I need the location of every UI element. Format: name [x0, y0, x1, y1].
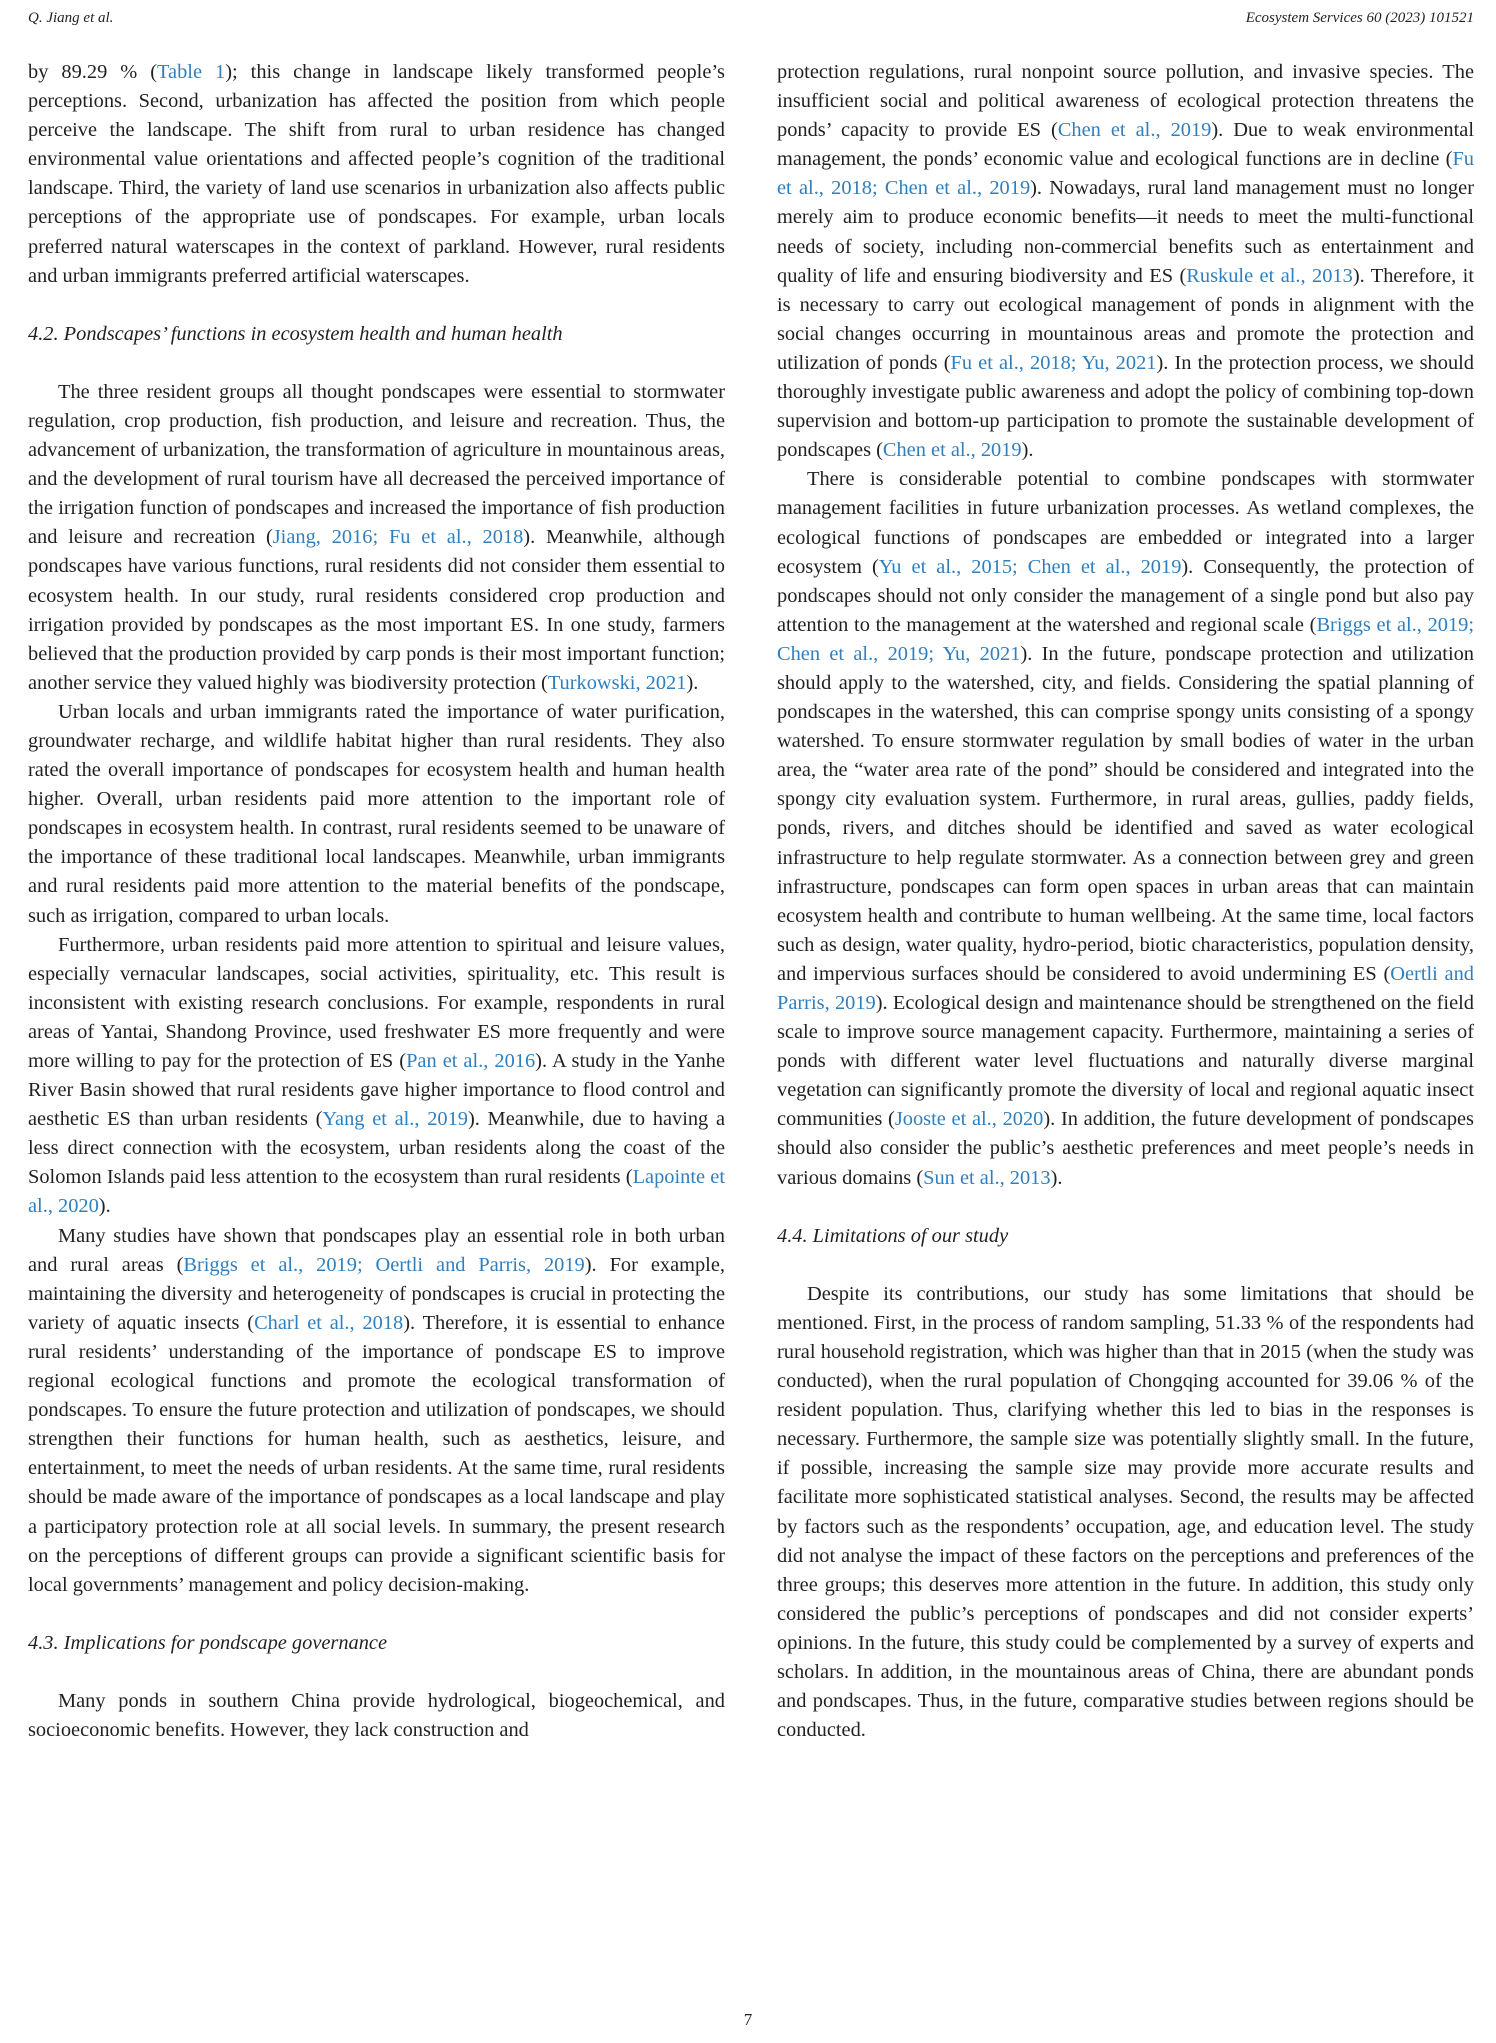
citation-link[interactable]: Briggs et al., 2019; Oertli and Parris, 2019: [183, 1253, 585, 1276]
text-run: Many studies have shown that pondscapes play an essential role in both urban and rural areas (: [28, 1224, 725, 1276]
text-run: ). Due to weak environmental management, the ponds’ economic value and ecological functions are in decline (: [777, 119, 1474, 171]
citation-link[interactable]: Charl et al., 2018: [254, 1311, 404, 1334]
citation-link[interactable]: Yu et al., 2015; Chen et al., 2019: [878, 555, 1182, 578]
section-heading-4-4: 4.4. Limitations of our study: [777, 1224, 1009, 1247]
citation-link[interactable]: Chen et al., 2019: [1057, 119, 1212, 142]
text-run: There is considerable potential to combine pondscapes with stormwater management facilities in future urbanization processes. As wetland complexes, the ecological functions of pondscapes are embedded or integrated into a larger ecosystem (: [777, 468, 1474, 578]
paragraph: [28, 378, 725, 698]
citation-link[interactable]: Ruskule et al., 2013: [1186, 264, 1353, 287]
paragraph: [777, 1280, 1474, 1746]
paragraph: [28, 58, 725, 291]
text-run: Despite its contributions, our study has some limitations that should be mentioned. First, in the process of random sampling, 51.33 % of the respondents had rural household registration, which was higher than that in 2015 (when the study was conducted), when the rural population of Chongqing accounted for 39.06 % of the resident population. Thus, clarifying whether this led to bias in the responses is necessary. Furthermore, the sample size was potentially slightly small. In the future, if possible, increasing the sample size may provide more accurate results and facilitate more sophisticated statistical analyses. Second, the results may be affected by factors such as the respondents’ occupation, age, and education level. The study did not analyse the impact of these factors on the perceptions and preferences of the three groups; this deserves more attention in the future. In addition, this study only considered the public’s perceptions of pondscapes and did not consider experts’ opinions. In the future, this study could be complemented by a survey of experts and scholars. In addition, in the mountainous areas of China, there are abundant ponds and pondscapes. Thus, in the future, comparative studies between regions should be conducted.: [777, 1282, 1474, 1742]
text-run: ). In the protection process, we should thoroughly investigate public awareness and adopt the policy of combining top-down supervision and bottom-up participation to promote the sustainable development of pondscapes (: [777, 351, 1474, 462]
paragraph: [28, 698, 725, 931]
citation-link[interactable]: Lapointe et al., 2020: [28, 1166, 725, 1218]
text-run: Furthermore, urban residents paid more attention to spiritual and leisure values, especially vernacular landscapes, social activities, spirituality, etc. This result is inconsistent with existing research conclusions. For example, respondents in rural areas of Yantai, Shandong Province, used freshwater ES more frequently and were more willing to pay for the protection of ES (: [28, 933, 725, 1072]
text-run: ).: [1050, 1166, 1063, 1189]
text-run: ).: [686, 671, 699, 694]
text-run: ).: [1021, 439, 1034, 462]
citation-link[interactable]: Briggs et al., 2019; Chen et al., 2019; Yu, 2021: [777, 613, 1475, 665]
section-heading-4-2: 4.2. Pondscapes’ functions in ecosystem health and human health: [28, 322, 563, 345]
paragraph: [28, 931, 725, 1222]
text-run: The three resident groups all thought pondscapes were essential to stormwater regulation, crop production, fish production, and leisure and recreation. Thus, the advancement of urbanization, the transformation of agriculture in mountainous areas, and the development of rural tourism have all decreased the perceived importance of the irrigation function of pondscapes and increased the importance of fish production and leisure and recreation (: [28, 380, 725, 549]
citation-link[interactable]: Jiang, 2016; Fu et al., 2018: [272, 526, 524, 549]
paragraph: [777, 58, 1474, 465]
text-run: Urban locals and urban immigrants rated the importance of water purification, groundwater recharge, and wildlife habitat higher than rural residents. They also rated the overall importance of pondscapes for ecosystem health and human health higher. Overall, urban residents paid more attention to the important role of pondscapes in ecosystem health. In contrast, rural residents seemed to be unaware of the importance of these traditional local landscapes. Meanwhile, urban immigrants and rural residents paid more attention to the material benefits of the pondscape, such as irrigation, compared to urban locals.: [28, 700, 725, 927]
text-run: ). In addition, the future development of pondscapes should also consider the public’s aesthetic preferences and meet people’s needs in various domains (: [777, 1108, 1474, 1189]
paragraph: [28, 1222, 725, 1600]
text-run: protection regulations, rural nonpoint source pollution, and invasive species. The insufficient social and political awareness of ecological protection threatens the ponds’ capacity to provide ES (: [777, 61, 1474, 142]
paragraph: [777, 465, 1474, 1192]
text-run: ). Therefore, it is essential to enhance rural residents’ understanding of the importance of pondscape ES to improve regional ecological functions and promote the ecological transformation of pondscapes. To ensure the future protection and utilization of pondscapes, we should strengthen their functions for human health, such as aesthetics, leisure, and entertainment, to meet the needs of urban residents. At the same time, rural residents should be made aware of the importance of pondscapes as a local landscape and play a participatory protection role at all social levels. In summary, the present research on the perceptions of different groups can provide a significant scientific basis for local governments’ management and policy decision-making.: [28, 1311, 725, 1596]
text-run: ); this change in landscape likely transformed people’s perceptions. Second, urbanization has affected the position from which people perceive the landscape. The shift from rural to urban residence has changed environmental value orientations and affected people’s cognition of the traditional landscape. Third, the variety of land use scenarios in urbanization also affects public perceptions of the appropriate use of pondscapes. For example, urban locals preferred natural waterscapes in the context of parkland. However, rural residents and urban immigrants preferred artificial waterscapes.: [28, 61, 725, 287]
text-run: ). A study in the Yanhe River Basin showed that rural residents gave higher importance to flood control and aesthetic ES than urban residents (: [28, 1050, 725, 1131]
text-run: ). Therefore, it is necessary to carry out ecological management of ponds in alignment with the social changes occurring in mountainous areas and promote the protection and utilization of ponds (: [777, 264, 1474, 374]
citation-link[interactable]: Jooste et al., 2020: [894, 1108, 1044, 1131]
right-column: [777, 58, 1474, 1745]
citation-link[interactable]: Yang et al., 2019: [322, 1108, 468, 1131]
header-journal: Ecosystem Services 60 (2023) 101521: [1245, 10, 1474, 26]
text-run: ). Consequently, the protection of pondscapes should not only consider the management of a single pond but also pay attention to the management at the watershed and regional scale (: [777, 555, 1474, 636]
citation-link[interactable]: Table 1: [157, 61, 226, 83]
left-column: [28, 58, 725, 1745]
text-run: ). In the future, pondscape protection and utilization should apply to the watershed, city, and fields. Considering the spatial planning of pondscapes in the watershed, this can comprise spongy units consisting of a spongy watershed. To ensure stormwater regulation by small bodies of water in the urban area, the “water area rate of the pond” should be considered and integrated into the spongy city evaluation system. Furthermore, in rural areas, gullies, paddy fields, ponds, rivers, and ditches should be identified and saved as water ecological infrastructure to help regulate stormwater. As a connection between grey and green infrastructure, pondscapes can form open spaces in urban areas that can maintain ecosystem health and contribute to human wellbeing. At the same time, local factors such as design, water quality, hydro-period, biotic characteristics, population density, and impervious surfaces should be considered to avoid undermining ES (: [777, 642, 1474, 985]
text-run: ). For example, maintaining the diversity and heterogeneity of pondscapes is crucial in protecting the variety of aquatic insects (: [28, 1253, 725, 1334]
citation-link[interactable]: Pan et al., 2016: [406, 1050, 536, 1072]
section-heading-4-3: 4.3. Implications for pondscape governance: [28, 1631, 388, 1654]
text-run: ). Ecological design and maintenance should be strengthened on the field scale to improve source management capacity. Furthermore, maintaining a series of ponds with different water level fluctuations and naturally diverse marginal vegetation can significantly promote the diversity of local and regional aquatic insect communities (: [777, 992, 1474, 1131]
text-run: ). Meanwhile, although pondscapes have various functions, rural residents did not consider them essential to ecosystem health. In our study, rural residents considered crop production and irrigation provided by pondscapes as the most important ES. In one study, farmers believed that the production provided by carp ponds is their most important function; another service they valued highly was biodiversity protection (: [28, 526, 725, 694]
citation-link[interactable]: Oertli and Parris, 2019: [777, 962, 1474, 1014]
text-run: by 89.29 % (: [28, 61, 158, 83]
page-number: 7: [743, 2010, 753, 2029]
paragraph: [28, 1687, 725, 1745]
citation-link[interactable]: Chen et al., 2019: [882, 439, 1022, 462]
citation-link[interactable]: Fu et al., 2018; Yu, 2021: [950, 351, 1157, 374]
text-run: ).: [98, 1195, 111, 1218]
text-run: ). Meanwhile, due to having a less direct connection with the ecosystem, urban residents along the coast of the Solomon Islands paid less attention to the ecosystem than rural residents (: [28, 1108, 725, 1189]
text-run: ). Nowadays, rural land management must no longer merely aim to produce economic benefits—it needs to meet the multi-functional needs of society, including non-commercial benefits such as entertainment and quality of life and ensuring biodiversity and ES (: [777, 177, 1474, 287]
citation-link[interactable]: Sun et al., 2013: [923, 1166, 1051, 1189]
header-authors: Q. Jiang et al.: [28, 10, 114, 26]
citation-link[interactable]: Turkowski, 2021: [547, 671, 687, 694]
text-run: Many ponds in southern China provide hydrological, biogeochemical, and socioeconomic benefits. However, they lack construction and: [28, 1689, 725, 1741]
citation-link[interactable]: Fu et al., 2018; Chen et al., 2019: [777, 148, 1474, 200]
